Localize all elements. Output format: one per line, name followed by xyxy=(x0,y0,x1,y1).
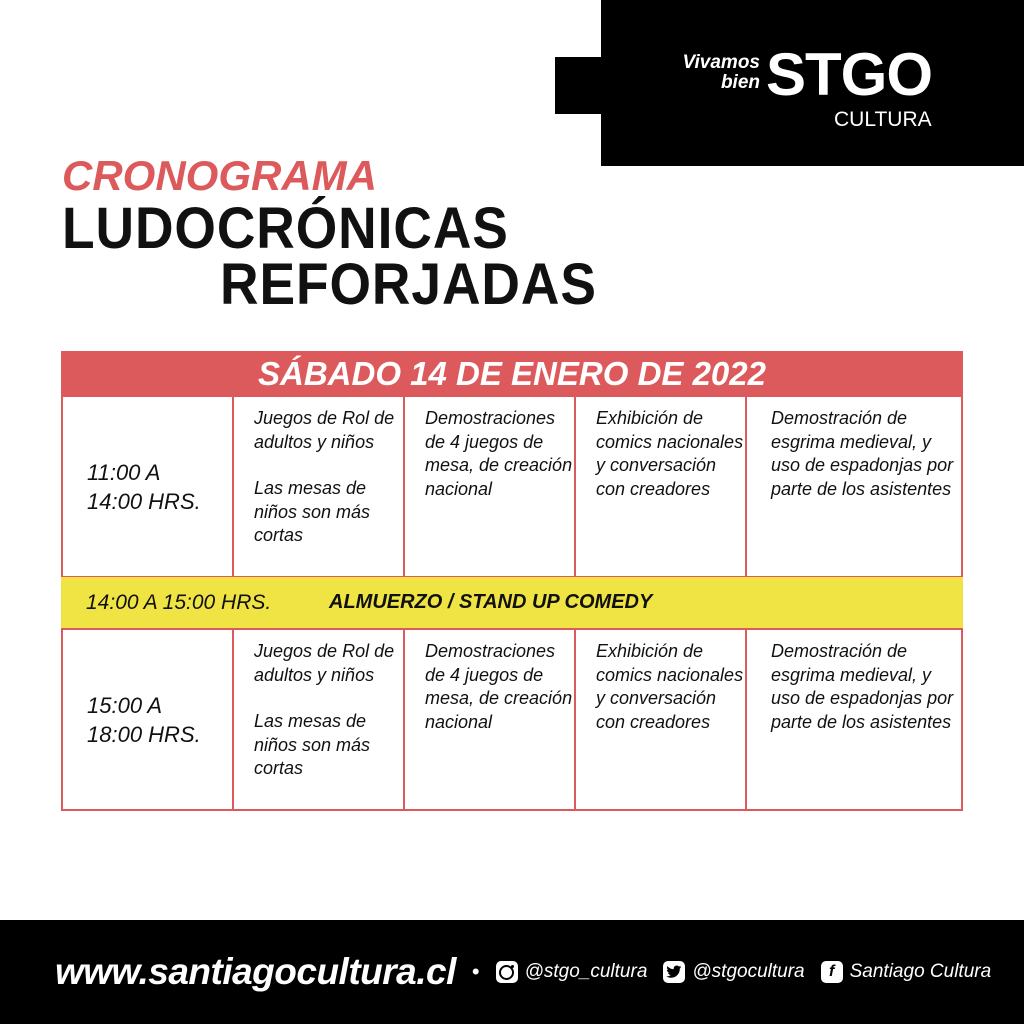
logo-brand: STGO xyxy=(766,41,933,108)
instagram-handle: @stgo_cultura xyxy=(524,961,648,982)
logo-tagline-line1: Vivamos xyxy=(682,52,760,73)
activity-cell-roleplay xyxy=(234,630,405,809)
facebook-handle: Santiago Cultura xyxy=(849,961,992,982)
activity-cell-fencing: Demostración de esgrima medieval, y uso de espadonjas por parte de los asistentes xyxy=(771,408,954,499)
footer-separator: • xyxy=(471,959,480,984)
activity-cell-fencing: Demostración de esgrima medieval, y uso de espadonjas por parte de los asistentes xyxy=(771,641,954,732)
logo-tagline xyxy=(660,53,760,93)
cronograma-heading: CRONOGRAMA xyxy=(62,152,377,199)
activity-text: Juegos de Rol de adultos y niños xyxy=(254,408,395,452)
time-start: 11:00 A xyxy=(87,459,161,485)
lunch-label: ALMUERZO / STAND UP COMEDY xyxy=(329,591,653,613)
event-title-line1: LUDOCRÓNICAS xyxy=(62,196,509,261)
twitter-link[interactable] xyxy=(663,961,804,983)
logo-tagline-line2: bien xyxy=(720,72,760,93)
time-cell xyxy=(63,397,234,576)
activity-text: Juegos de Rol de adultos y niños xyxy=(254,641,395,685)
schedule-row-afternoon xyxy=(61,628,963,811)
footer-bar xyxy=(0,920,1024,1024)
time-start: 15:00 A xyxy=(87,692,163,718)
activity-cell-comics: Exhibición de comics nacionales y conversación con creadores xyxy=(576,397,747,576)
event-title-line2: REFORJADAS xyxy=(220,252,597,317)
activity-cell-boardgames: Demostraciones de 4 juegos de mesa, de creación nacional xyxy=(405,630,576,809)
time-end: 18:00 HRS. xyxy=(87,721,201,747)
twitter-handle: @stgocultura xyxy=(692,961,805,982)
website-link[interactable]: www.santiagocultura.cl xyxy=(55,951,456,992)
instagram-icon xyxy=(496,961,518,983)
activity-cell-comics: Exhibición de comics nacionales y conversación con creadores xyxy=(576,630,747,809)
activity-cell-boardgames: Demostraciones de 4 juegos de mesa, de creación nacional xyxy=(405,397,576,576)
time-end: 14:00 HRS. xyxy=(87,488,201,514)
activity-cell-roleplay xyxy=(234,397,405,576)
lunch-time: 14:00 A 15:00 HRS. xyxy=(86,590,272,614)
time-cell xyxy=(63,630,234,809)
lunch-row xyxy=(61,577,963,628)
twitter-icon xyxy=(663,961,685,983)
schedule-row-morning xyxy=(61,395,963,578)
activity-note: Las mesas de niños son más cortas xyxy=(254,711,371,778)
facebook-link[interactable] xyxy=(821,961,992,983)
schedule-date-header: SÁBADO 14 DE ENERO DE 2022 xyxy=(61,351,963,396)
logo-subtitle: CULTURA xyxy=(834,108,932,131)
facebook-icon: f xyxy=(821,961,843,983)
activity-note: Las mesas de niños son más cortas xyxy=(254,478,371,545)
instagram-link[interactable] xyxy=(496,961,648,983)
